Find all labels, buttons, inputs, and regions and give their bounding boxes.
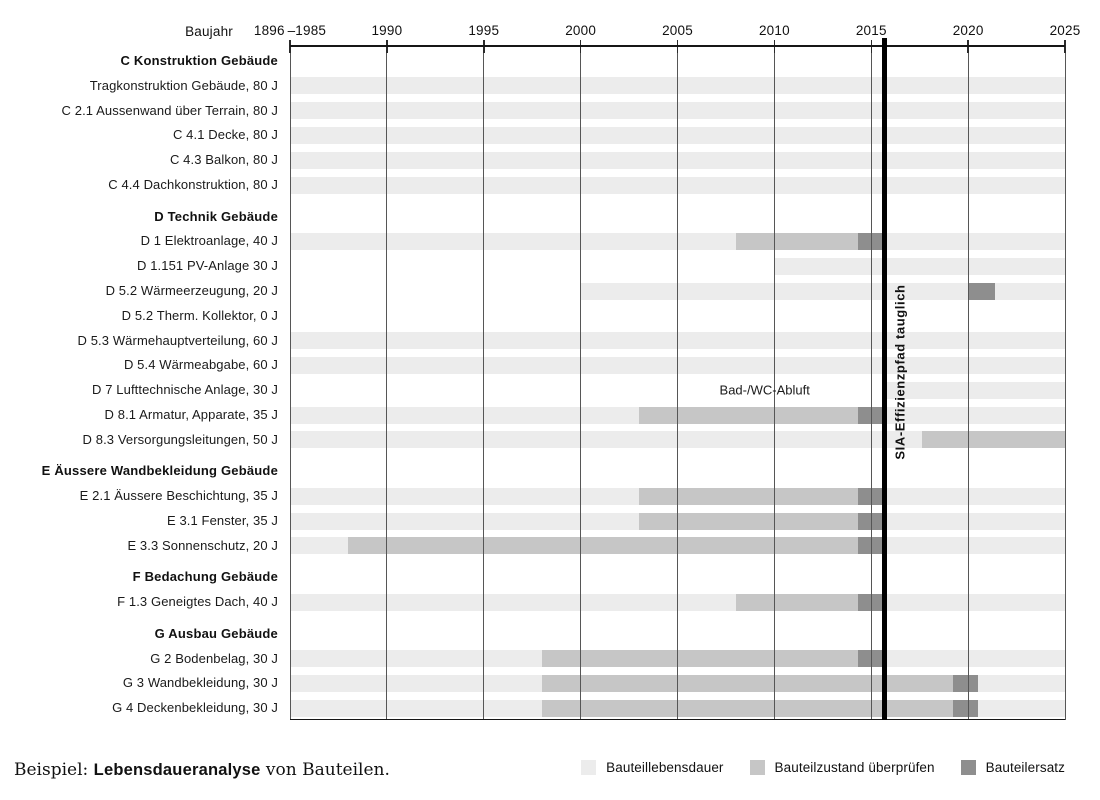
gridline — [290, 46, 291, 720]
legend-item — [750, 760, 935, 775]
gridline — [968, 46, 969, 720]
row-label: E 2.1 Äussere Beschichtung, 35 J — [79, 488, 278, 504]
bar-segment-life — [290, 700, 542, 717]
row-label: Tragkonstruktion Gebäude, 80 J — [89, 77, 278, 93]
axis-line-bottom — [290, 719, 1065, 720]
bar-segment-check — [542, 700, 953, 717]
tick-label: 1896 –1985 — [253, 23, 327, 38]
bar-segment-life — [885, 537, 1065, 554]
tick-label: 2025 — [1049, 23, 1081, 38]
bar-segment-life — [885, 233, 1065, 250]
row-label: F 1.3 Geneigtes Dach, 40 J — [117, 594, 278, 610]
tick-label: 2015 — [855, 23, 887, 38]
bar-segment-life — [290, 594, 736, 611]
bar-segment-check — [639, 513, 858, 530]
bar-segment-check — [542, 650, 858, 667]
gridline — [483, 46, 484, 720]
row-label: C 2.1 Aussenwand über Terrain, 80 J — [61, 102, 278, 118]
bar-segment-life — [290, 675, 542, 692]
bar-segment-life — [885, 488, 1065, 505]
bar-segment-check — [639, 488, 858, 505]
tick-label: 1990 — [371, 23, 403, 38]
caption — [14, 760, 390, 780]
row-label: D 8.1 Armatur, Apparate, 35 J — [104, 407, 278, 422]
row-label: E 3.1 Fenster, 35 J — [166, 513, 278, 528]
legend-swatch-life — [581, 760, 596, 775]
bad-wc-abluft-annotation: Bad-/WC-Abluft — [719, 382, 810, 398]
bar-segment-life — [885, 513, 1065, 530]
bar-segment-check — [639, 407, 858, 424]
bar-segment-replace — [953, 700, 978, 717]
row-label: G 3 Wandbekleidung, 30 J — [122, 675, 278, 691]
tick-label: 1995 — [468, 23, 500, 38]
legend-item — [581, 760, 723, 775]
row-label: D 5.3 Wärmehauptverteilung, 60 J — [77, 332, 278, 348]
bar-segment-life — [885, 594, 1065, 611]
row-label: D 5.2 Wärmeerzeugung, 20 J — [105, 283, 278, 298]
bar-segment-life — [885, 407, 1065, 424]
sia-marker-label: SIA-Effizienzpfad tauglich — [892, 284, 908, 460]
bar-segment-life — [885, 382, 1065, 399]
gridline — [580, 46, 581, 720]
legend-label: Bauteilzustand überprüfen — [774, 760, 935, 775]
row-label: D 5.4 Wärmeabgabe, 60 J — [123, 357, 278, 373]
bar-segment-life — [774, 258, 1065, 275]
row-label: D 8.3 Versorgungsleitungen, 50 J — [82, 431, 278, 447]
bar-segment-replace — [953, 675, 978, 692]
tick-label: 2010 — [758, 23, 790, 38]
gridline — [386, 46, 387, 720]
bar-segment-life — [885, 650, 1065, 667]
legend-swatch-replace — [961, 760, 976, 775]
bar-segment-life — [978, 675, 1065, 692]
tick-label: 2020 — [952, 23, 984, 38]
legend-label: Bauteillebensdauer — [606, 760, 724, 775]
row-label: D 5.2 Therm. Kollektor, 0 J — [121, 307, 278, 323]
row-label: G 2 Bodenbelag, 30 J — [150, 650, 278, 666]
row-label: D 1.151 PV-Anlage 30 J — [137, 258, 278, 274]
sia-marker-line — [882, 38, 887, 720]
section-header: E Äussere Wandbekleidung Gebäude — [41, 463, 278, 479]
axis-label-baujahr: Baujahr — [185, 24, 233, 39]
gridline — [1065, 46, 1066, 720]
section-header: G Ausbau Gebäude — [154, 625, 278, 641]
row-label: E 3.3 Sonnenschutz, 20 J — [127, 537, 278, 553]
axis-line-top — [290, 45, 1065, 47]
bar-segment-life — [290, 537, 348, 554]
gridline — [677, 46, 678, 720]
bar-segment-life — [290, 513, 639, 530]
row-label: G 4 Deckenbekleidung, 30 J — [112, 700, 278, 716]
bar-segment-life — [290, 650, 542, 667]
caption-prefix: Beispiel: — [14, 760, 94, 780]
row-label: D 1 Elektroanlage, 40 J — [140, 233, 278, 249]
gridline — [871, 46, 872, 720]
section-header: D Technik Gebäude — [154, 208, 278, 224]
legend-label: Bauteilersatz — [985, 760, 1065, 775]
section-header: C Konstruktion Gebäude — [120, 53, 278, 68]
row-label: D 7 Lufttechnische Anlage, 30 J — [92, 382, 278, 398]
caption-highlight: Lebensdaueranalyse — [93, 761, 261, 779]
legend-item — [961, 760, 1065, 775]
section-header: F Bedachung Gebäude — [132, 569, 278, 585]
bar-segment-life — [290, 407, 639, 424]
row-label: C 4.1 Decke, 80 J — [172, 127, 278, 143]
caption-suffix: von Bauteilen. — [260, 760, 390, 780]
bar-segment-check — [736, 233, 858, 250]
bar-segment-life — [978, 700, 1065, 717]
bar-segment-life — [995, 283, 1065, 300]
tick-label: 2000 — [565, 23, 597, 38]
bar-segment-check — [736, 594, 858, 611]
legend — [581, 760, 1065, 775]
tick-label: 2005 — [662, 23, 693, 38]
bar-segment-check — [922, 431, 1065, 448]
legend-swatch-check — [750, 760, 765, 775]
bar-segment-replace — [968, 283, 995, 300]
bar-segment-check — [542, 675, 953, 692]
row-label: C 4.4 Dachkonstruktion, 80 J — [108, 177, 278, 192]
row-label: C 4.3 Balkon, 80 J — [169, 152, 278, 168]
bar-segment-life — [290, 233, 736, 250]
bar-segment-life — [290, 488, 639, 505]
bar-segment-check — [348, 537, 858, 554]
bar-segment-life — [290, 431, 922, 448]
